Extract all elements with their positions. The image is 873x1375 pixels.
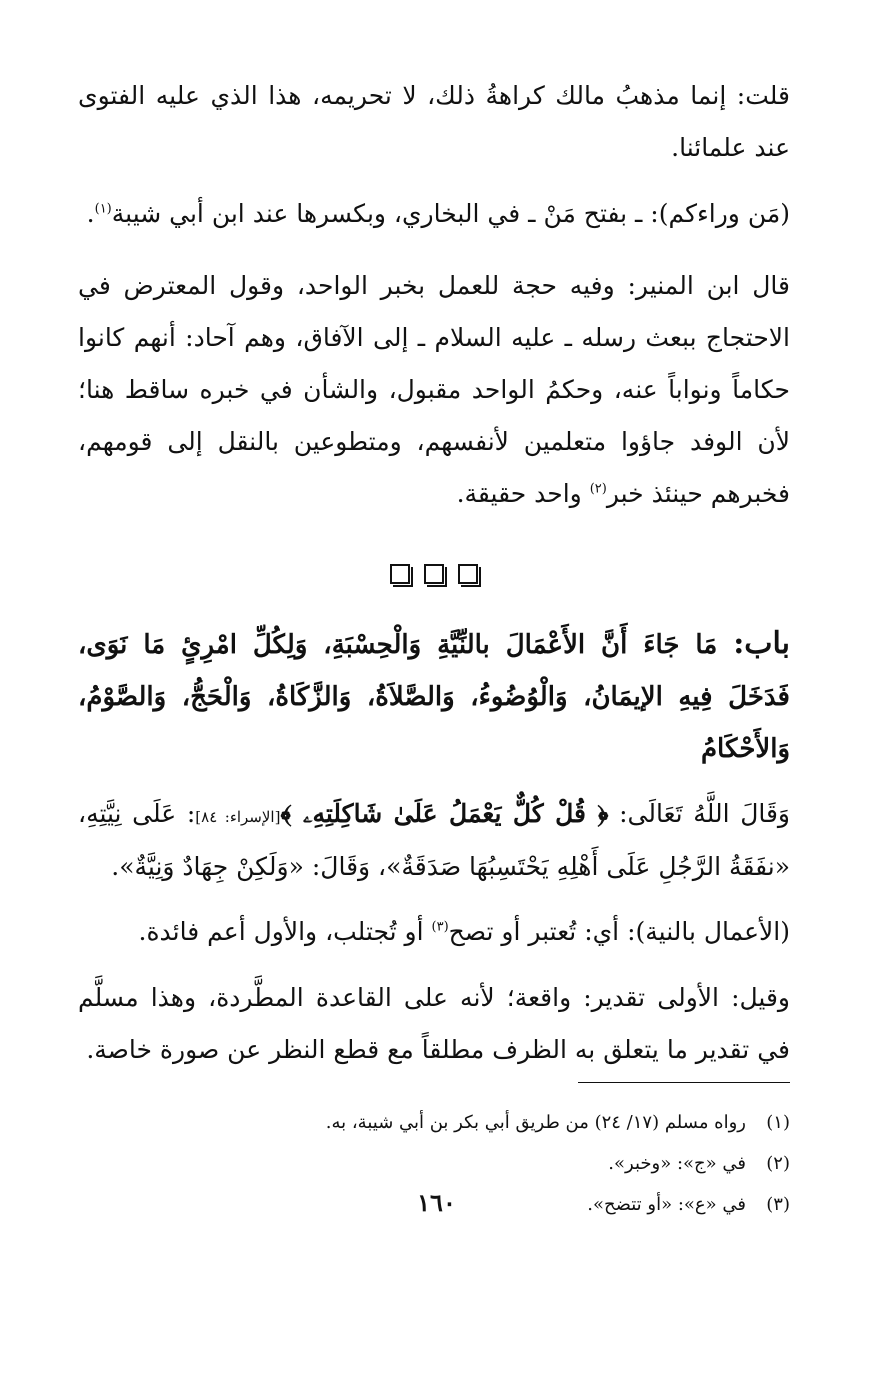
footnote-number: (١) <box>766 1112 790 1133</box>
verse-intro: وَقَالَ اللَّهُ تَعَالَى: <box>608 799 791 828</box>
chapter-label: باب: <box>733 626 790 661</box>
paragraph-4 <box>78 906 790 958</box>
footnote-number: (٣) <box>766 1194 790 1215</box>
paragraph-2-text: (مَن وراءكم): ـ بفتح مَنْ ـ في البخاري، وبكسرها عند ابن أبي شيبة <box>111 199 790 228</box>
paragraph-3-end: واحد حقيقة. <box>456 479 590 508</box>
section-separator <box>78 564 790 588</box>
page-number: ١٦٠ <box>417 1188 456 1217</box>
footnote-text: في «ج»: «وخبر». <box>608 1153 746 1174</box>
footnote-number: (٢) <box>766 1153 790 1174</box>
separator-square-icon <box>424 564 444 584</box>
chapter-title: مَا جَاءَ أَنَّ الأَعْمَالَ بالنِّيَّةِ وَالْحِسْبَةِ، وَلِكُلِّ امْرِئٍ مَا نَوَى، فَدَخَلَ فِيهِ الإيمَانُ، وَالْوُضُوءُ، وَالصَّلاَةُ، وَالزَّكَاةُ، وَالْحَجُّ، وَالصَّوْمُ، وَالأَحْكَامُ <box>78 630 790 764</box>
footnote-divider <box>578 1082 790 1083</box>
footnote-text: في «ع»: «أو تتضح». <box>587 1194 746 1215</box>
footnote-text: رواه مسلم (١٧/ ٢٤) من طريق أبي بكر بن أبي شيبة، به. <box>325 1112 746 1133</box>
paragraph-4-end: أو تُجتلب، والأول أعم فائدة. <box>138 917 432 946</box>
chapter-heading <box>78 618 790 775</box>
separator-square-icon <box>458 564 478 584</box>
paragraph-5: وقيل: الأولى تقدير: واقعة؛ لأنه على القاعدة المطَّردة، وهذا مسلَّم في تقدير ما يتعلق به الظرف مطلقاً مع قطع النظر عن صورة خاصة. <box>78 983 790 1064</box>
verse-reference: [الإسراء: ٨٤] <box>195 808 281 826</box>
paragraph-3 <box>78 260 790 520</box>
paragraph-1: قلت: إنما مذهبُ مالك كراهةُ ذلك، لا تحريمه، هذا الذي عليه الفتوى عند علمائنا. <box>78 81 790 162</box>
footnote-2 <box>78 1143 790 1184</box>
paragraph-4-text: (الأعمال بالنية): أي: تُعتبر أو تصح <box>448 917 790 946</box>
paragraph-2-end: . <box>86 199 95 228</box>
separator-square-icon <box>390 564 410 584</box>
footnote-ref-1: (١) <box>94 201 112 217</box>
footnote-ref-3: (٣) <box>431 919 449 935</box>
verse-rest: : عَلَى نِيَّتِهِ، «نفَقَةُ الرَّجُلِ عَلَى أَهْلِهِ يَحْتَسِبُهَا صَدَقَةٌ»، وَقَالَ: «وَلَكِنْ جِهَادٌ وَنِيَّةٌ». <box>78 799 790 881</box>
footnote-ref-2: (٢) <box>589 481 607 497</box>
paragraph-2 <box>78 188 790 240</box>
footnote-1 <box>78 1102 790 1143</box>
paragraph-3-text: قال ابن المنير: وفيه حجة للعمل بخبر الواحد، وقول المعترض في الاحتجاج ببعث رسله ـ عليه السلام ـ إلى الآفاق، وهم آحاد: أنهم كانوا حكاماً ونواباً عنه، وحكمُ الواحد مقبول، والشأن في خبره ساقط هنا؛ لأن الوفد جاؤوا متعلمين لأنفسهم، ومتطوعين بالنقل إلى قومهم، فخبرهم حينئذ خبر <box>78 271 790 508</box>
verse-paragraph <box>78 789 790 892</box>
quran-verse: ﴿ قُلْ كُلٌّ يَعْمَلُ عَلَىٰ شَاكِلَتِهِۦ ﴾ <box>280 799 609 828</box>
